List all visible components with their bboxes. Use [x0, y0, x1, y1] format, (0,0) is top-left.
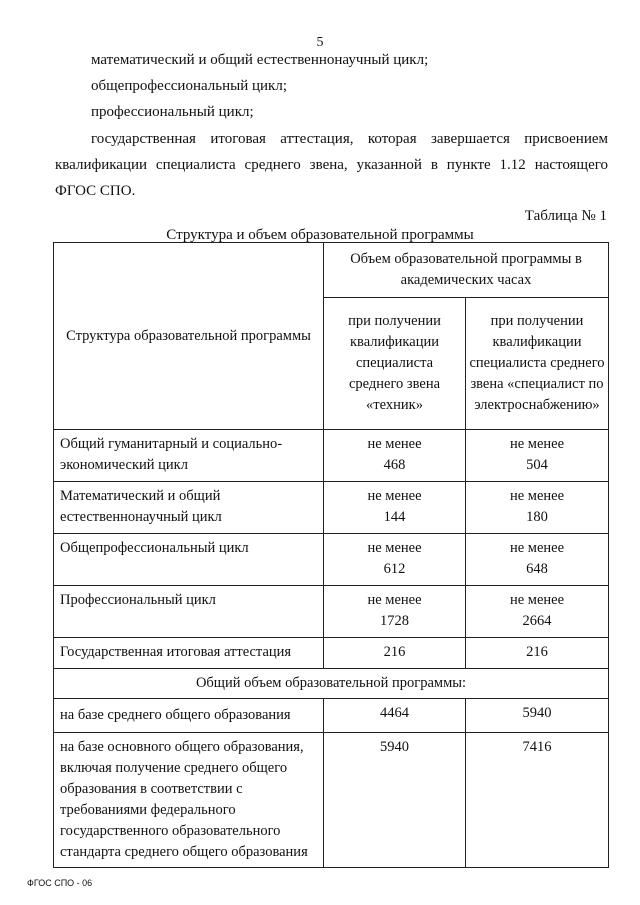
- paragraph-line: государственная итоговая аттестация, которая завершается присвоением: [91, 131, 608, 147]
- row-value-specialist: не менее 648: [466, 534, 609, 586]
- table-label: Таблица № 1: [524, 208, 607, 224]
- row-value-technik: 5940: [324, 733, 466, 868]
- paragraph: [55, 126, 608, 204]
- row-name: Общий гуманитарный и социально-экономический цикл: [54, 430, 324, 482]
- row-value-technik: 216: [324, 638, 466, 669]
- row-value-specialist: не менее 504: [466, 430, 609, 482]
- row-name: Математический и общий естественнонаучный цикл: [54, 482, 324, 534]
- header-volume: Объем образовательной программы в академических часах: [324, 243, 609, 298]
- structure-table: [53, 242, 609, 868]
- table-row: [54, 699, 609, 733]
- header-technik: при получении квалификации специалиста среднего звена «техник»: [324, 298, 466, 430]
- row-name: на базе среднего общего образования: [54, 699, 324, 733]
- header-structure: Структура образовательной программы: [54, 243, 324, 430]
- paragraph-line: ФГОС СПО.: [55, 183, 136, 199]
- row-name: Профессиональный цикл: [54, 586, 324, 638]
- table-row: [54, 733, 609, 868]
- row-value-technik: не менее 1728: [324, 586, 466, 638]
- row-name: Государственная итоговая аттестация: [54, 638, 324, 669]
- header-specialist: при получении квалификации специалиста среднего звена «специалист по электроснабжению»: [466, 298, 609, 430]
- list-item: профессиональный цикл;: [91, 104, 254, 120]
- paragraph-line: квалификации специалиста среднего звена, указанной в пункте 1.12 настоящего: [55, 157, 608, 173]
- row-value-technik: не менее 468: [324, 430, 466, 482]
- row-value-specialist: не менее 2664: [466, 586, 609, 638]
- footer-code: ФГОС СПО - 06: [27, 878, 93, 888]
- row-value-technik: не менее 612: [324, 534, 466, 586]
- row-value-specialist: 5940: [466, 699, 609, 733]
- list-item: математический и общий естественнонаучный цикл;: [91, 52, 429, 68]
- row-value-specialist: 216: [466, 638, 609, 669]
- row-name: Общепрофессиональный цикл: [54, 534, 324, 586]
- table-row: [54, 430, 609, 482]
- table-row: [54, 586, 609, 638]
- table-caption: Структура и объем образовательной программы: [166, 227, 474, 243]
- table-row: [54, 482, 609, 534]
- table-row: [54, 534, 609, 586]
- row-name: на базе основного общего образования, включая получение среднего общего образования в соответствии с требованиями федерального государственного образовательного стандарта среднего общего образования: [54, 733, 324, 868]
- row-value-technik: 4464: [324, 699, 466, 733]
- row-value-specialist: не менее 180: [466, 482, 609, 534]
- row-value-specialist: 7416: [466, 733, 609, 868]
- table-row: [54, 638, 609, 669]
- list-item: общепрофессиональный цикл;: [91, 78, 287, 94]
- total-header: Общий объем образовательной программы:: [54, 669, 609, 699]
- page-number: 5: [316, 35, 324, 50]
- row-value-technik: не менее 144: [324, 482, 466, 534]
